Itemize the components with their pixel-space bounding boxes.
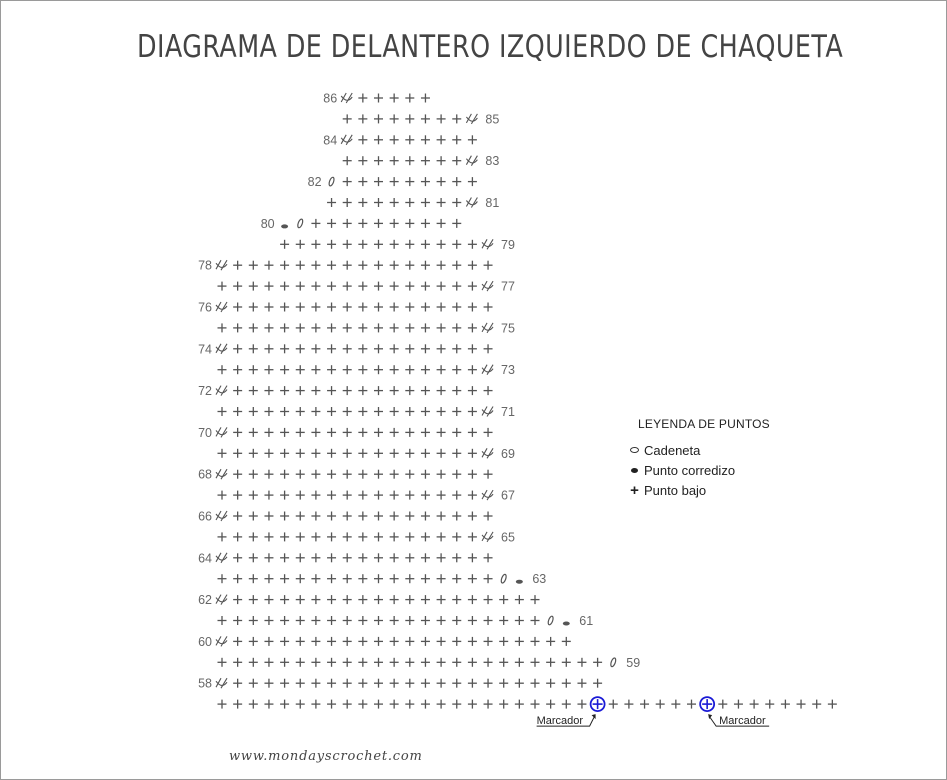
row-number: 74 (198, 342, 212, 357)
row-number: 72 (198, 384, 212, 399)
chart-row (218, 614, 594, 628)
marker-label: Marcador (719, 715, 766, 728)
chart-row (198, 259, 492, 273)
slip-stitch-icon (563, 622, 570, 626)
chart-row (218, 572, 547, 586)
chain-stitch-icon (297, 218, 304, 228)
chart-row (218, 656, 641, 670)
marker-stitch-icon (700, 697, 714, 711)
decrease-stitch-icon (341, 135, 352, 145)
decrease-stitch-icon (216, 678, 227, 688)
chart-row (218, 530, 516, 544)
legend-label: Cadeneta (644, 442, 701, 458)
row-number: 67 (501, 488, 515, 503)
stitch-legend (625, 417, 770, 500)
chart-row (218, 363, 516, 377)
chart-row (198, 593, 539, 607)
row-number: 62 (198, 593, 212, 608)
row-number: 81 (485, 196, 500, 210)
chart-row (198, 677, 602, 691)
row-number: 76 (198, 300, 212, 315)
chart-row (261, 217, 462, 231)
chart-row (198, 635, 571, 649)
row-number: 60 (198, 634, 212, 649)
stitch-chart (1, 1, 946, 779)
row-number: 63 (532, 572, 547, 587)
legend-item-chain (625, 440, 770, 460)
decrease-stitch-icon (466, 156, 477, 166)
row-number: 79 (501, 237, 515, 252)
marker-label: Marcador (536, 715, 584, 728)
decrease-stitch-icon (216, 636, 227, 646)
row-number: 77 (501, 279, 515, 294)
legend-item-single (625, 480, 770, 500)
chain-stitch-icon (610, 657, 617, 667)
row-number: 64 (198, 551, 212, 566)
chart-row (280, 238, 515, 252)
chain-stitch-icon (625, 447, 644, 453)
chart-row (218, 447, 516, 461)
decrease-stitch-icon (216, 427, 227, 437)
slip-stitch-icon (625, 468, 644, 473)
decrease-stitch-icon (341, 93, 352, 103)
row-number: 80 (260, 216, 275, 231)
legend-title: LEYENDA DE PUNTOS (638, 417, 770, 431)
row-number: 83 (485, 154, 500, 169)
row-number: 58 (198, 676, 212, 691)
legend-item-slip (625, 460, 770, 480)
chart-row (198, 426, 492, 440)
decrease-stitch-icon (482, 448, 493, 458)
row-number: 59 (626, 655, 641, 670)
decrease-stitch-icon (482, 407, 493, 417)
row-number: 65 (501, 530, 515, 545)
decrease-stitch-icon (482, 239, 493, 249)
row-number: 78 (198, 258, 212, 273)
decrease-stitch-icon (216, 302, 227, 312)
chart-row (218, 405, 516, 419)
decrease-stitch-icon (216, 386, 227, 396)
chart-row (323, 92, 430, 106)
chart-row (323, 133, 477, 147)
chain-stitch-icon (547, 616, 554, 626)
row-number: 86 (323, 91, 338, 106)
footer-website: www.mondayscrochet.com (229, 749, 423, 764)
chart-row (218, 489, 516, 503)
chart-row (198, 384, 492, 398)
chart-row (218, 697, 837, 727)
row-number: 61 (579, 614, 594, 628)
decrease-stitch-icon (482, 323, 493, 333)
row-number: 66 (198, 509, 212, 524)
row-number: 75 (501, 321, 515, 336)
decrease-stitch-icon (216, 344, 227, 354)
chart-row (218, 280, 516, 294)
chart-row (308, 175, 477, 189)
decrease-stitch-icon (216, 553, 227, 563)
chart-row (198, 551, 492, 565)
row-number: 73 (501, 363, 515, 378)
decrease-stitch-icon (482, 365, 493, 375)
row-number: 71 (501, 405, 515, 419)
chart-row (343, 112, 500, 126)
row-number: 84 (323, 133, 338, 148)
decrease-stitch-icon (482, 532, 493, 542)
decrease-stitch-icon (482, 281, 493, 291)
marker-stitch-icon (591, 697, 605, 711)
chart-row (198, 468, 492, 482)
chart-row (218, 321, 516, 335)
chain-stitch-icon (328, 177, 335, 187)
chart-row (198, 342, 492, 356)
row-number: 82 (307, 175, 322, 190)
row-number: 85 (485, 112, 500, 127)
decrease-stitch-icon (482, 490, 493, 500)
row-number: 69 (501, 446, 515, 461)
row-number: 70 (198, 425, 212, 440)
single-crochet-icon: + (630, 481, 639, 499)
chain-stitch-icon (500, 574, 507, 584)
chart-row (198, 510, 492, 524)
decrease-stitch-icon (216, 595, 227, 605)
chart-row (343, 154, 500, 168)
legend-label: Punto corredizo (644, 462, 736, 478)
chart-row (327, 196, 499, 210)
decrease-stitch-icon (216, 511, 227, 521)
row-number: 68 (198, 467, 212, 482)
diagram-title: DIAGRAMA DE DELANTERO IZQUIERDO DE CHAQUETA (137, 29, 844, 65)
decrease-stitch-icon (466, 198, 477, 208)
chart-row (198, 301, 492, 315)
slip-stitch-icon (516, 580, 523, 584)
slip-stitch-icon (281, 224, 288, 228)
legend-label: Punto bajo (644, 482, 707, 498)
decrease-stitch-icon (216, 260, 227, 270)
decrease-stitch-icon (216, 469, 227, 479)
decrease-stitch-icon (466, 114, 477, 124)
